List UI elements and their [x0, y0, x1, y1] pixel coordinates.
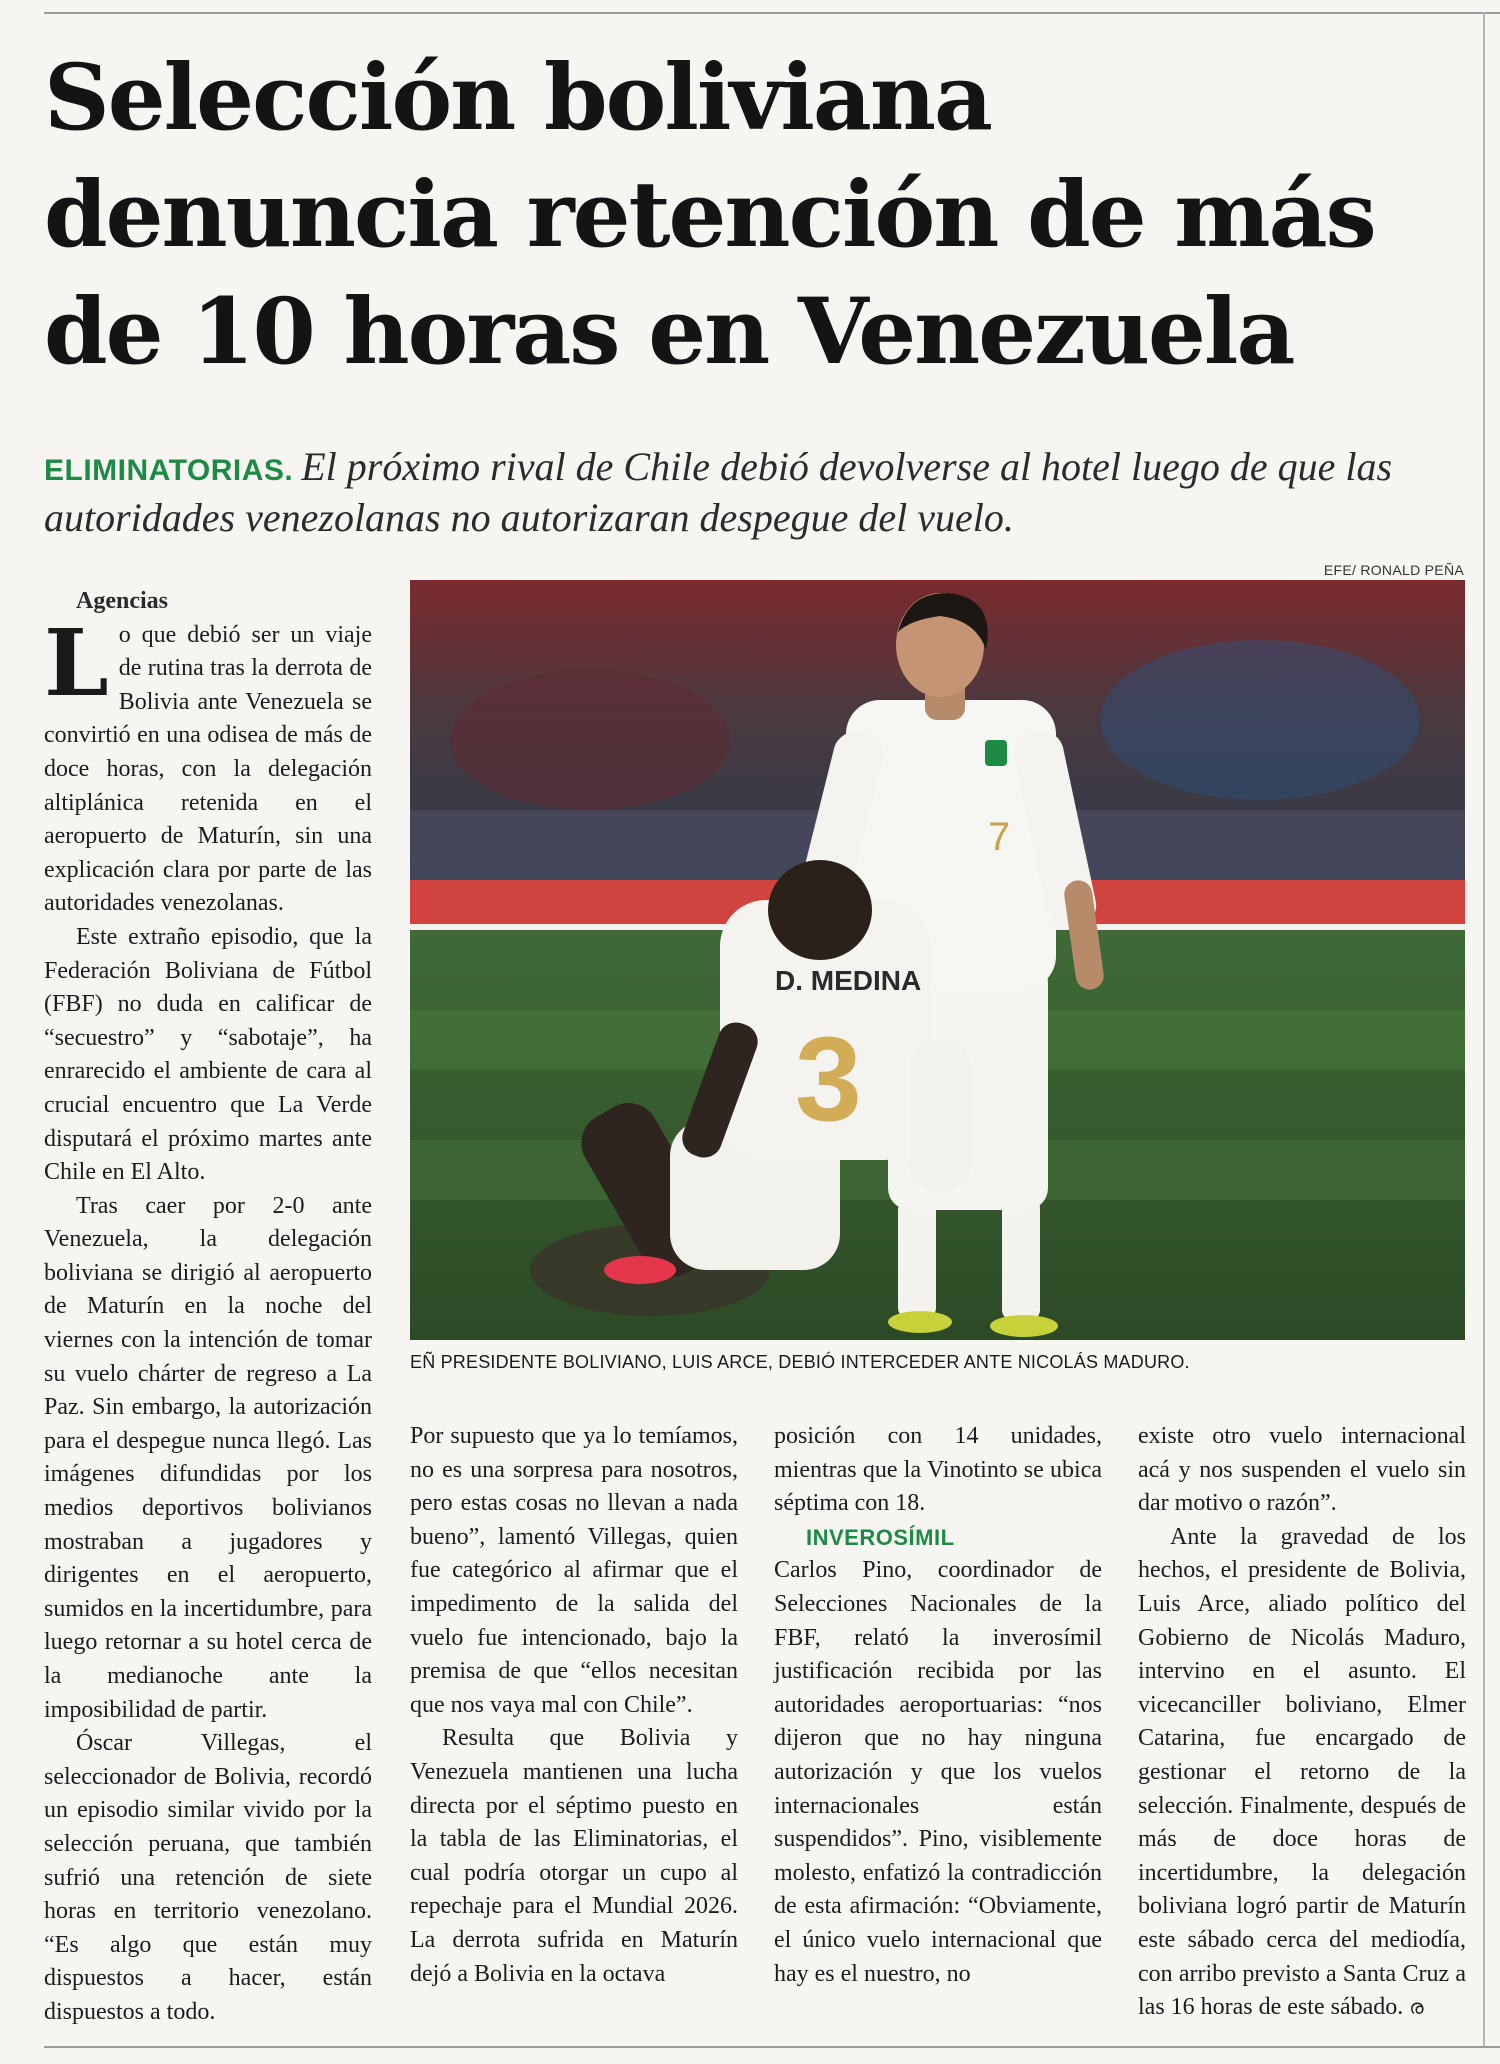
final-paragraph — [1138, 1521, 1466, 2025]
deck — [44, 443, 1464, 541]
lead-paragraph-text: o que debió ser un viaje de rutina tras la derrota de Bolivia ante Venezuela se convirtió en una odisea de más de doce horas, con la delegación altiplánica retenida en el aeropuerto de Maturín, sin una explicación clara por parte de las autoridades venezolanas. — [44, 621, 372, 917]
paragraph: existe otro vuelo internacional acá y nos suspenden el vuelo sin dar motivo o razón”. — [1138, 1423, 1466, 1517]
bottom-rule — [44, 2046, 1500, 2048]
column-1 — [44, 585, 372, 2030]
paragraph: Carlos Pino, coordinador de Selecciones Nacionales de la FBF, relató la inverosímil justificación recibida por las autoridades aeroportuarias: “nos dijeron que no hay ninguna autorización y que los vuelos internacionales están suspendidos”. Pino, visiblemente molesto, enfatizó la contradicción de esta afirmación: “Obviamente, el único vuelo internacional que hay es el nuestro, no — [774, 1557, 1102, 1987]
column-4 — [1138, 1420, 1466, 2025]
end-mark-icon: ര — [1409, 1995, 1424, 2020]
photo-caption: EÑ PRESIDENTE BOLIVIANO, LUIS ARCE, DEBIÓ INTERCEDER ANTE NICOLÁS MADURO. — [410, 1352, 1190, 1372]
final-paragraph-text: Ante la gravedad de los hechos, el presidente de Bolivia, Luis Arce, aliado político del Gobierno de Nicolás Maduro, intervino en el asunto. El vicecanciller boliviano, Elmer Catarina, fue encargado de gestionar el retorno de la selección. Finalmente, después de más de doce horas de incertidumbre, la delegación boliviana logró partir de Maturín este sábado cerca del mediodía, con arribo previsto a Santa Cruz a las 16 horas de este sábado. — [1138, 1523, 1466, 2021]
photo-credit: EFE/ RONALD PEÑA — [1323, 562, 1464, 578]
seated-jersey-name: D. MEDINA — [775, 965, 922, 996]
paragraph: Por supuesto que ya lo temíamos, no es una sorpresa para nosotros, pero estas cosas no llevan a nada bueno”, lamentó Villegas, quien fue categórico al afirmar que el impedimento de la salida del vuelo fue intencionado, bajo la premisa de que “ellos necesitan que nos vaya mal con Chile”. — [410, 1423, 738, 1718]
deck-kicker: ELIMINATORIAS. — [44, 454, 294, 487]
deck-text: El próximo rival de Chile debió devolverse al hotel luego de que las autoridades venezolanas no autorizaran despegue del vuelo. — [44, 444, 1393, 540]
subhead: INVEROSÍMIL — [806, 1524, 955, 1550]
column-3 — [774, 1420, 1102, 1991]
paragraph: Este extraño episodio, que la Federación Boliviana de Fútbol (FBF) no duda en calificar de “secuestro” y “sabotaje”, ha enrarecido el ambiente de cara al crucial encuentro que La Verde disputará el próximo martes ante Chile en El Alto. — [44, 923, 372, 1186]
right-rule — [1483, 12, 1485, 2048]
top-rule — [44, 12, 1500, 14]
lead-paragraph — [44, 608, 372, 921]
paragraph: Resulta que Bolivia y Venezuela mantienen una lucha directa por el séptimo puesto en la tabla de las Eliminatorias, el cual podría otorgar un cupo al repechaje para el Mundial 2026. La derrota sufrida en Maturín dejó a Bolivia en la octava — [410, 1725, 738, 1987]
article-photo — [410, 580, 1465, 1340]
headline: Selección boliviana denuncia retención de más de 10 horas en Venezuela — [44, 45, 1375, 385]
paragraph: posición con 14 unidades, mientras que la Vinotinto se ubica séptima con 18. — [774, 1423, 1102, 1517]
photo-illustration — [410, 580, 1465, 1340]
seated-jersey-number: 3 — [795, 1012, 862, 1146]
column-2 — [410, 1420, 738, 1991]
paragraph: Óscar Villegas, el seleccionador de Bolivia, recordó un episodio similar vivido por la selección peruana, que también sufrió una retención de siete horas en territorio venezolano. “Es algo que están muy dispuestos a hacer, están dispuestos a todo. — [44, 1730, 372, 2025]
paragraph: Tras caer por 2-0 ante Venezuela, la delegación boliviana se dirigió al aeropuerto de Maturín en la noche del viernes con la intención de tomar su vuelo chárter de regreso a La Paz. Sin embargo, la autorización para el despegue nunca llegó. Las imágenes difundidas por los medios deportivos bolivianos mostraban a jugadores y dirigentes en el aeropuerto, sumidos en la incertidumbre, para luego retornar a su hotel cerca de la medianoche ante la imposibilidad de partir. — [44, 1192, 372, 1723]
drop-cap: L — [44, 608, 109, 717]
byline: Agencias — [76, 588, 168, 614]
standing-jersey-number: 7 — [988, 815, 1011, 859]
